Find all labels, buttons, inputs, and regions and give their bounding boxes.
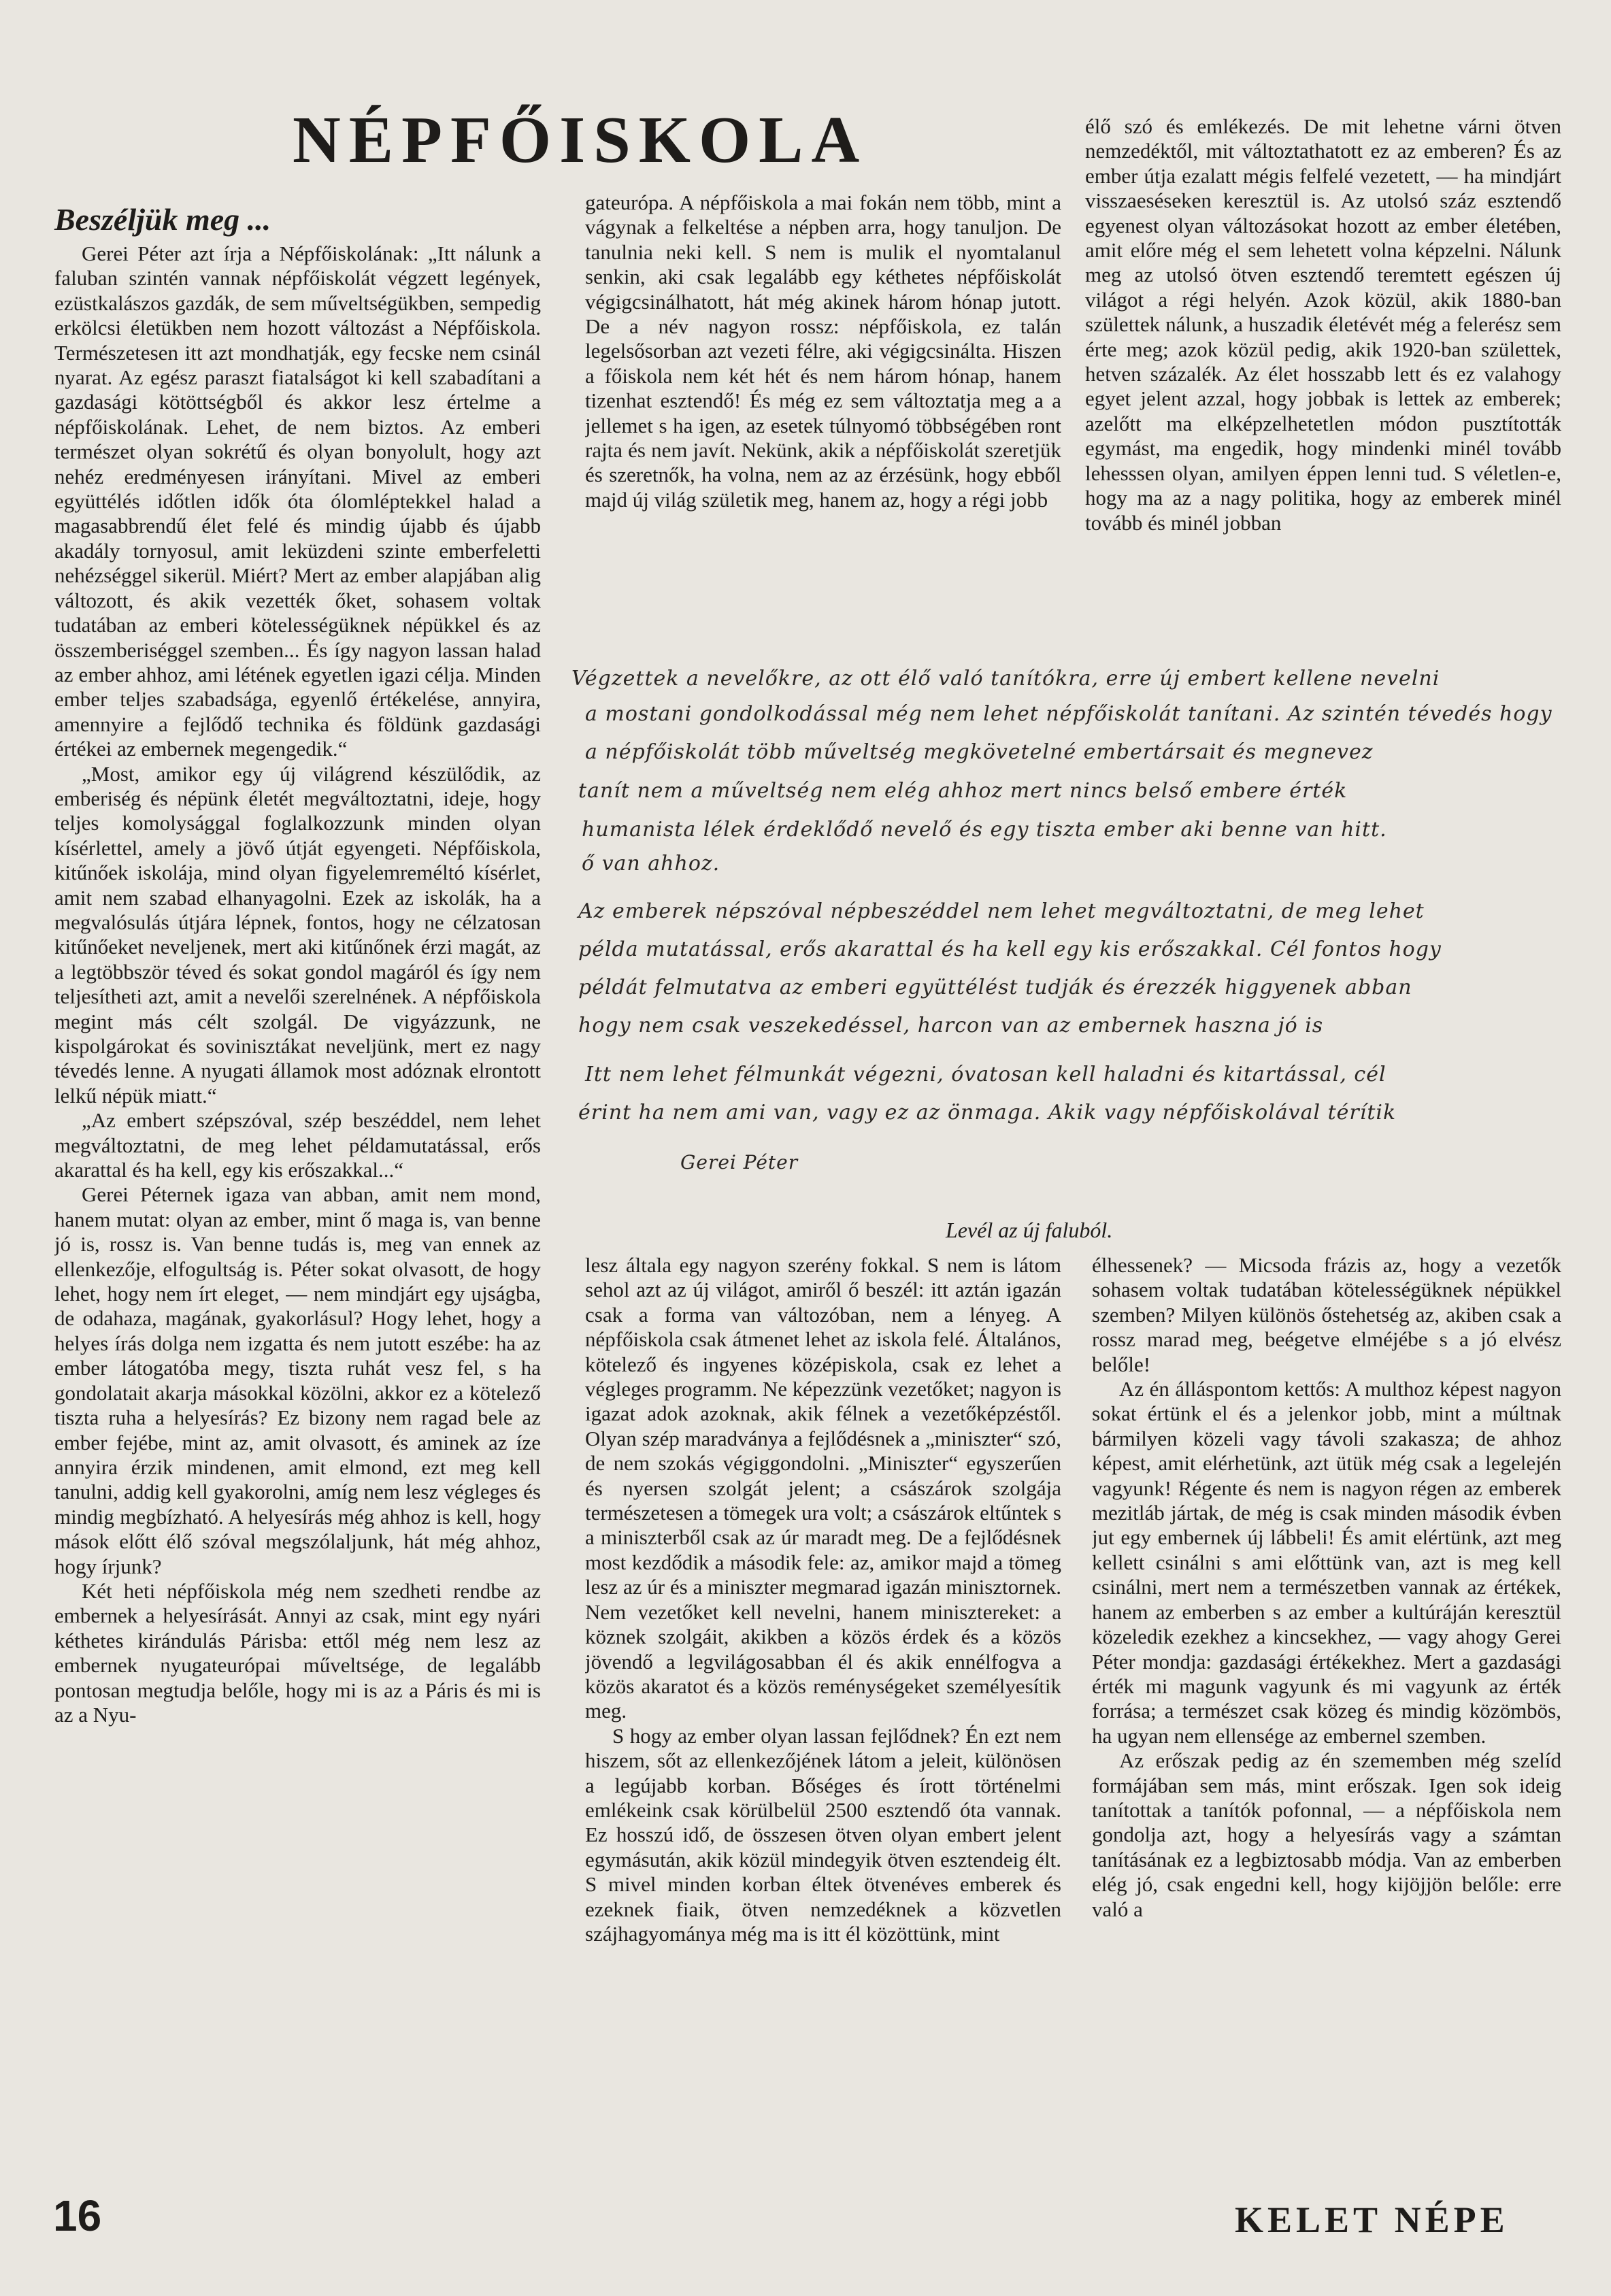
column-1: [54, 242, 541, 2153]
paragraph: Az én álláspontom kettős: A multhoz képest nagyon sokat értünk el és a jelenkor jobb, mint a múltnak bármilyen közeli vagy távoli szakasza; de ahhoz képest, amit elérhetünk, azt ütük még csak a legelején vagyunk! Régente és nem is nagyon régen az emberek mezitláb jártak, de még is csak minden második évben jut egy embernek új lábbeli! És amit elértünk, azt meg kellett csinálni s ami előttünk van, azt is meg kell csinálni, mert nem a természetben vannak az értékek, hanem az emberben s az ember a kultúráján keresztül közeledik ezekhez a kincsekhez, — vagy ahogy Gerei Péter mondja: gazdasági értékekhez. Mert a gazdasági érték mi magunk vagyunk és mi vagyunk az érték forrása; a természet csak közeg és mindig közömbös, ha ugyan nem ellensége az embernel szemben.: [1092, 1377, 1561, 1748]
paragraph: Két heti népfőiskola még nem szedheti rendbe az embernek a helyesírását. Annyi az csak, mint egy nyári kéthetes kirándulás Párisba: ettől még nem lesz az embernek nyugateurópai műveltsége, de legalább pontosan megtudja belőle, hogy mi is az a Páris és mi is az a Nyu-: [54, 1578, 541, 1727]
paragraph: élhessenek? — Micsoda frázis az, hogy a vezetők sohasem voltak tudatában kötelességüknek népükkel szemben? Milyen különös őstehetség az, akiben csak a rossz marad meg, beégetve elméjébe s a jó elvész belőle!: [1092, 1253, 1561, 1376]
column-3-bottom: [1092, 1253, 1561, 2158]
handwritten-line: Itt nem lehet félmunkát végezni, óvatosan kell haladni és kitartással, cél: [585, 1063, 1386, 1086]
paragraph: Gerei Péter azt írja a Népfőiskolának: „Itt nálunk a faluban szintén vannak népfőiskolát végzett legények, ezüstkalászos gazdák, de sem műveltségükben, sempedig erkölcsi életükben nem hozott változást a Népfőiskola. Természetesen itt azt mondhatják, egy fecske nem csinál nyarat. Az egész paraszt fiatalságot ki kell szabadítani a gazdasági kötöttségből és akkor lesz értelme a népfőiskolának. Lehet, de nem biztos. Az emberi természet olyan sokrétű és olyan bonyolult, hogy azt nehéz eredményesen irányítani. Mivel az emberi együttélés időtlen idők óta ólomléptekkel halad a magasabbrendű élet felé és mindig újabb és újabb akadály tornyosul, amit leküzdeni szinte emberfeletti nehézséggel sikerül. Miért? Mert az ember alapjában alig változott, és akik vezették őket, sohasem voltak tudatában az emberi kötelességüknek népükkel és az összemberiséggel szemben... És így nagyon lassan halad az ember ahhoz, ami létének egyetlen igazi célja. Minden ember teljes szabadsága, egyenlő értékelése, annyira, amennyire a fejlődő technika és földünk gazdasági értékei az embernek megengedik.“: [54, 242, 541, 761]
magazine-name: KELET NÉPE: [1235, 2199, 1509, 2240]
paragraph: S hogy az ember olyan lassan fejlődnek? Én ezt nem hiszem, sőt az ellenkezőjének látom a jeleit, különösen a legújabb korban. Bőséges és írott történelmi emlékeink csak körülbelül 2500 esztendő óta vannak. Ez hosszú idő, de összesen ötven olyan embert jelent egymásután, akik közül mindegyik ötven esztendeig élt. S mivel minden korban éltek ötvenéves emberek és ezeknek fiaik, ötven nemzedéknek a közvetlen szájhagyománya még ma is itt él közöttünk, mint: [585, 1723, 1061, 1946]
paragraph: gateurópa. A népfőiskola a mai fokán nem több, mint a vágynak a felkeltése a népben arra, hogy tanuljon. De tanulnia neki kell. S nem is mulik el nyomtalanul senkin, aki csak legalább egy kéthetes népfőiskolát végigcsinálhatott, hát még akinek három hónap jutott. De a név nagyon rossz: népfőiskola, ez talán legelsősorban azt vezeti félre, aki végigcsinálta. Hiszen a főiskola nem két hét és nem három hónap, hanem tizenhat esztendő! És még ez sem változtatja meg a a jellemet s ha igen, az esetek túlnyomó többségében ront rajta és nem javít. Nekünk, akik a népfőiskolát szeretjük és szeretnők, ha volna, nem az az érzésünk, hogy ebből majd új világ születik meg, hanem az, hogy a régi jobb: [585, 190, 1061, 512]
paragraph: „Az embert szépszóval, szép beszéddel, nem lehet megváltoztatni, de meg lehet példamutatással, erős akarattal és ha kell, egy kis erőszakkal...“: [54, 1108, 541, 1182]
column-3-top: [1085, 114, 1561, 653]
handwritten-line: érint ha nem ami van, vagy ez az önmaga. Akik vagy népfőiskolával térítik: [578, 1101, 1397, 1125]
section-subtitle: Beszéljük meg ...: [54, 202, 271, 237]
handwritten-signature: Gerei Péter: [680, 1151, 799, 1174]
handwritten-line: ő van ahhoz.: [582, 852, 720, 876]
page-number: 16: [53, 2191, 102, 2240]
handwritten-line: hogy nem csak veszekedéssel, harcon van az embernek haszna jó is: [578, 1014, 1324, 1037]
paragraph: élő szó és emlékezés. De mit lehetne várni ötven nemzedéktől, mit változtathatott ez az emberen? És az ember útja ezalatt mégis felfelé vezetett, — ha mindjárt visszaeséseken keresztül is. Az utolsó száz esztendő egyenest olyan változásokat hozott az ember életében, amit előre még el sem lehetett volna képzelni. Nálunk meg az utolsó ötven esztendő teremtett egészen új világot a régi helyén. Azok közül, akik 1880-ban születtek nálunk, a huszadik életévét még a felerész sem érte meg; azok közül pedig, akik 1920-ban születtek, hetven százalék. Az élet hosszabb lett és ez valahogy egyet jelent azzal, hogy jobbak is lettek az emberek; azelőtt ma elképzelhetetlen módon pusztították egymást, ma engedik, hogy mindenki minél tovább lehesssen olyan, amilyen éppen lenni tud. S véletlen-e, hogy ma az a nagy politika, hogy az emberek minél tovább és minél jobban: [1085, 114, 1561, 535]
handwritten-line: a népfőiskolát több műveltség megkövetelné embertársait és megnevez: [585, 740, 1374, 764]
column-2-bottom: [585, 1253, 1061, 2158]
column-2-top: [585, 190, 1061, 653]
handwritten-line: humanista lélek érdeklődő nevelő és egy tiszta ember aki benne van hitt.: [582, 818, 1387, 842]
handwritten-line: példát felmutatva az emberi együttélést tudják és érezzék higgyenek abban: [578, 976, 1412, 999]
paragraph: Gerei Péternek igaza van abban, amit nem mond, hanem mutat: olyan az ember, mint ő maga is, van benne jó is, rossz is. Van benne tudás is, meg van ennek az ellenkezője, elfogultság is. Péter sokat olvasott, de hogy lehet, hogy nem írt eleget, — nem mindjárt egy ujságba, de odahaza, magának, gyakorlásul? Hogy lehet, hogy a helyes írás dolga nem izgatta és nem jutott eszébe: ha az ember látogatóba megy, tiszta ruhát vesz fel, s ha gondolatait akarja másokkal közölni, akkor ez a kötelező tiszta ruha a helyesírás? Ez bizony nem ragad bele az ember fejébe, mint az, amit olvasott, és aminek az íze annyira érzik mindenen, amit elmond, ezt meg kell tanulni, addig kell gyakorolni, amíg nem lesz végleges és mindig megbízható. A helyesírás még ahhoz is kell, hogy mások előtt élő szóval megszólaljunk, hát még ahhoz, hogy írjunk?: [54, 1182, 541, 1578]
paragraph: lesz általa egy nagyon szerény fokkal. S nem is látom sehol azt az új világot, amiről ő beszél: itt aztán igazán csak a forma van változóban, nem a lényeg. A népfőiskola csak átmenet lehet az iskola felé. Általános, kötelező és ingyenes középiskola, csak ez lehet a végleges programm. Ne képezzünk vezetőket; nagyon is igazat adok azoknak, akik félnek a vezetőképzéstől. Olyan szép maradványa a fejlődésnek a „miniszter“ szó, de nem szokás végiggondolni. „Miniszter“ egyszerűen és nyersen szolgát jelent; a császárok szolgája természetesen a tömegek ura volt; a császárok eltűntek s a miniszterből csak az úr maradt meg. De a fejlődésnek most kezdődik a második fele: az, amikor majd a tömeg lesz az úr és a miniszter megmarad igazán minisztornek. Nem vezetőket kell nevelni, hanem minisztereket: a köznek szolgáit, akikben a közös érdek és a közös jövendő a legvilágosabban él és akik ennélfogva a közös akaratot és a közös reménységeket személyesítik meg.: [585, 1253, 1061, 1723]
handwritten-letter: [571, 667, 1572, 1211]
handwritten-line: Végzettek a nevelőkre, az ott élő való tanítókra, erre új embert kellene nevelni: [571, 667, 1440, 691]
handwritten-line: Az emberek népszóval népbeszéddel nem lehet megváltoztatni, de meg lehet: [578, 899, 1425, 923]
paragraph: Az erőszak pedig az én szememben még szelíd formájában sem más, mint erőszak. Igen sok ideig tanítottak a tanítók pofonnal, — a népfőiskola nem gondolja azt, hogy a helyesírás vagy a számtan tanításának ez a legbiztosabb módja. Van az emberben elég jó, csak engedni kell, hogy kijöjjön belőle: erre való a: [1092, 1748, 1561, 1921]
handwritten-line: példa mutatással, erős akarattal és ha kell egy kis erőszakkal. Cél fontos hogy: [578, 937, 1442, 961]
handwritten-line: a mostani gondolkodással még nem lehet népfőiskolát tanítani. Az szintén tévedés hogy: [585, 702, 1552, 726]
letter-caption: Levél az új faluból.: [946, 1218, 1113, 1242]
paragraph: „Most, amikor egy új világrend készülődik, az emberiség és népünk életét megváltoztatni, ideje, hogy teljes komolysággal foglalkozzunk minden olyan kísérlettel, amely a jövő útját egyengeti. Népfőiskola, kitűnőek iskolája, mind olyan figyelemreméltó kísérlet, amit nem szabad elhanyagolni. Ezek az iskolák, ha a megvalósulás útjára lépnek, fontos, hogy ne célzatosan kitűnőeket neveljenek, mert aki kitűnőnek érzi magát, az a legtöbbször téved és sokat gondol magáról és így nem teljesítheti azt, amit a nevelői szerelnének. A népfőiskola megint más célt szolgál. De vigyázzunk, ne kispolgárokat és sovinisztákat neveljünk, mert ez nagy tévedés lenne. A nyugati államok most adóznak elrontott lelkű népük miatt.“: [54, 761, 541, 1108]
handwritten-line: tanít nem a műveltség nem elég ahhoz mert nincs belső embere érték: [578, 779, 1348, 803]
article-title: NÉPFŐISKOLA: [293, 103, 868, 177]
